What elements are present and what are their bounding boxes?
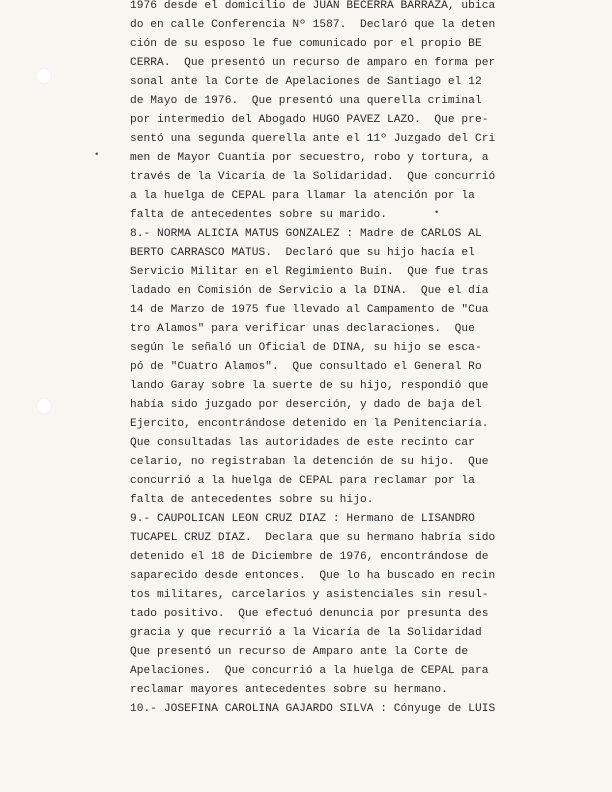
text-line: TUCAPEL CRUZ DIAZ. Declara que su hermano habría sido [130, 532, 496, 544]
text-line: reclamar mayores antecedentes sobre su hermano. [130, 684, 448, 696]
text-line: había sido juzgado por deserción, y dado de baja del [130, 399, 482, 411]
text-line: do en calle Conferencia Nº 1587. Declaró que la deten [130, 19, 496, 31]
text-line: de Mayo de 1976. Que presentó una querella criminal [130, 95, 482, 107]
paragraph-9-heading: 9.- CAUPOLICAN LEON CRUZ DIAZ : Hermano de LISANDRO [130, 513, 475, 525]
text-line: sentó una segunda querella ante el 11º Juzgado del Cri [130, 133, 496, 145]
punch-hole [36, 68, 52, 84]
text-line: tos militares, carcelarios y asistenciales sin resul- [130, 589, 489, 601]
text-line: BERTO CARRASCO MATUS. Declaró que su hijo hacía el [130, 247, 475, 259]
text-line: men de Mayor Cuantía por secuestro, robo y tortura, a [130, 152, 489, 164]
text-line: través de la Vicaría de la Solidaridad. Que concurrió [130, 171, 496, 183]
paragraph-10-heading: 10.- JOSEFINA CAROLINA GAJARDO SILVA : Cónyuge de LUIS [130, 703, 496, 715]
text-line: pó de "Cuatro Alamos". Que consultado el General Ro [130, 361, 482, 373]
text-line: ción de su esposo le fue comunicado por el propio BE [130, 38, 482, 50]
text-line: gracia y que recurrió a la Vicaría de la Solidaridad [130, 627, 482, 639]
text-line: celario, no registraban la detención de su hijo. Que [130, 456, 489, 468]
text-line: a la huelga de CEPAL para llamar la atención por la [130, 190, 475, 202]
text-line: 14 de Marzo de 1975 fue llevado al Campamento de "Cua [130, 304, 489, 316]
text-line: Servicio Militar en el Regimiento Buin. Que fue tras [130, 266, 489, 278]
text-line: lando Garay sobre la suerte de su hijo, respondió que [130, 380, 489, 392]
text-line: tro Alamos" para verificar unas declaraciones. Que [130, 323, 475, 335]
text-line: CERRA. Que presentó un recurso de amparo en forma per [130, 57, 496, 69]
ink-mark: • [94, 150, 100, 160]
text-line: según le señaló un Oficial de DINA, su hijo se esca- [130, 342, 482, 354]
ink-mark: • [434, 208, 440, 218]
text-line: 1976 desde el domicilio de JUAN BECERRA BARRAZA, ubica [130, 0, 496, 12]
text-line: falta de antecedentes sobre su marido. [130, 209, 388, 221]
text-line: falta de antecedentes sobre su hijo. [130, 494, 374, 506]
text-line: detenido el 18 de Diciembre de 1976, encontrándose de [130, 551, 489, 563]
text-line: saparecido desde entonces. Que lo ha buscado en recin [130, 570, 496, 582]
text-line: tado positivo. Que efectuó denuncia por presunta des [130, 608, 489, 620]
text-line: Que consultadas las autoridades de este recinto car [130, 437, 475, 449]
text-line: sonal ante la Corte de Apelaciones de Santiago el 12 [130, 76, 482, 88]
text-line: Apelaciones. Que concurrió a la huelga de CEPAL para [130, 665, 489, 677]
text-line: Que presentó un recurso de Amparo ante la Corte de [130, 646, 469, 658]
paragraph-8-heading: 8.- NORMA ALICIA MATUS GONZALEZ : Madre de CARLOS AL [130, 228, 482, 240]
text-line: ladado en Comisión de Servicio a la DINA. Que el día [130, 285, 489, 297]
text-line: por intermedio del Abogado HUGO PAVEZ LAZO. Que pre- [130, 114, 489, 126]
punch-hole [36, 398, 52, 414]
text-line: concurrió a la huelga de CEPAL para reclamar por la [130, 475, 475, 487]
text-line: Ejercito, encontrándose detenido en la Penitenciaría. [130, 418, 489, 430]
